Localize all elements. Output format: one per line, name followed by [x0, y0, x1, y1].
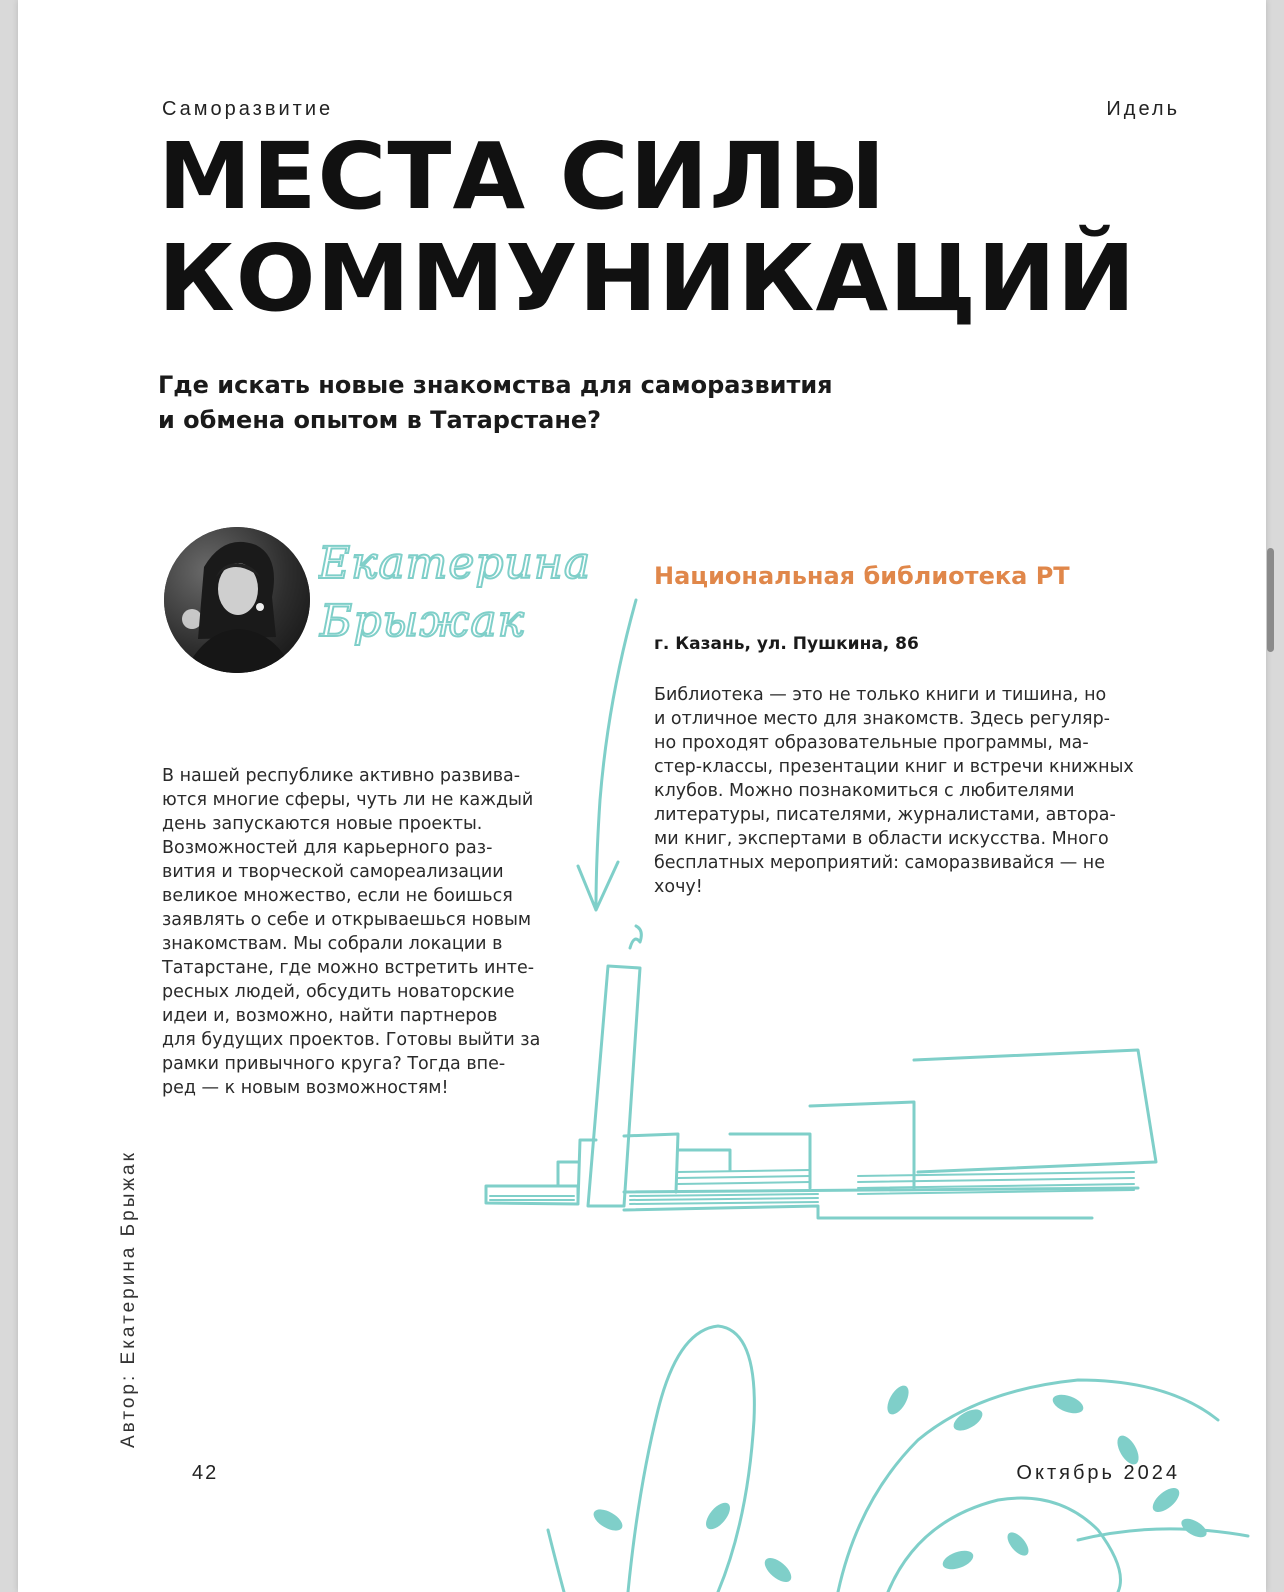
description-line: ми книг, экспертами в области искусства. Много: [654, 829, 1109, 849]
intro-line: идеи и, возможно, найти партнеров: [162, 1006, 498, 1026]
arrow-down-icon: [596, 600, 636, 908]
library-shading: [490, 1170, 1134, 1204]
place-address: г. Казань, ул. Пушкина, 86: [654, 634, 919, 654]
intro-line: ются многие сферы, чуть ли не каждый: [162, 790, 534, 810]
page-number: 42: [192, 1462, 219, 1484]
intro-line: ред — к новым возможностям!: [162, 1078, 449, 1098]
issue-date: Октябрь 2024: [1016, 1462, 1180, 1484]
intro-line: день запускаются новые проекты.: [162, 814, 483, 834]
vine-plant-sketch: [548, 1326, 1248, 1592]
section-label: Саморазвитие: [162, 98, 334, 120]
place-title: Национальная библиотека РТ: [654, 562, 1070, 590]
subtitle-line-1: Где искать новые знакомства для саморазвития: [158, 371, 833, 399]
intro-line: Возможностей для карьерного раз-: [162, 838, 493, 858]
intro-line: великое множество, если не боишься: [162, 886, 513, 906]
magazine-page: [18, 0, 1266, 1592]
description-line: Библиотека — это не только книги и тишина, но: [654, 685, 1107, 705]
description-line: литературы, писателями, журналистами, автора-: [654, 805, 1116, 825]
intro-line: Татарстане, где можно встретить инте-: [162, 958, 535, 978]
description-line: и отличное место для знакомств. Здесь регуляр-: [654, 709, 1110, 729]
intro-line: В нашей республике активно развива-: [162, 766, 521, 786]
author-byline: Автор: Екатерина Брыжак: [118, 1150, 139, 1448]
description-line: но проходят образовательные программы, ма-: [654, 733, 1089, 753]
title-line-1: МЕСТА СИЛЫ: [158, 123, 887, 230]
title-line-2: КОММУНИКАЦИЙ: [158, 225, 1137, 332]
description-line: бесплатных мероприятий: саморазвивайся — не: [654, 853, 1106, 873]
subtitle-line-2: и обмена опытом в Татарстане?: [158, 406, 602, 434]
svg-text:Екатерина: Екатерина: [318, 538, 592, 589]
magazine-name: Идель: [1106, 98, 1180, 120]
description-line: хочу!: [654, 877, 703, 897]
intro-line: ресных людей, обсудить новаторские: [162, 982, 515, 1002]
intro-line: для будущих проектов. Готовы выйти за: [162, 1030, 541, 1050]
intro-line: заявлять о себе и открываешься новым: [162, 910, 532, 930]
library-building-sketch: [486, 926, 1156, 1218]
intro-line: рамки привычного круга? Тогда впе-: [162, 1054, 506, 1074]
description-line: стер-классы, презентации книг и встречи книжных: [654, 757, 1134, 777]
scrollbar-thumb[interactable]: [1267, 548, 1274, 652]
intro-line: знакомствам. Мы собрали локации в: [162, 934, 503, 954]
svg-text:Брыжак: Брыжак: [320, 596, 525, 647]
sketch-illustrations: [18, 0, 1266, 1592]
description-line: клубов. Можно познакомиться с любителями: [654, 781, 1075, 801]
intro-line: вития и творческой самореализации: [162, 862, 504, 882]
